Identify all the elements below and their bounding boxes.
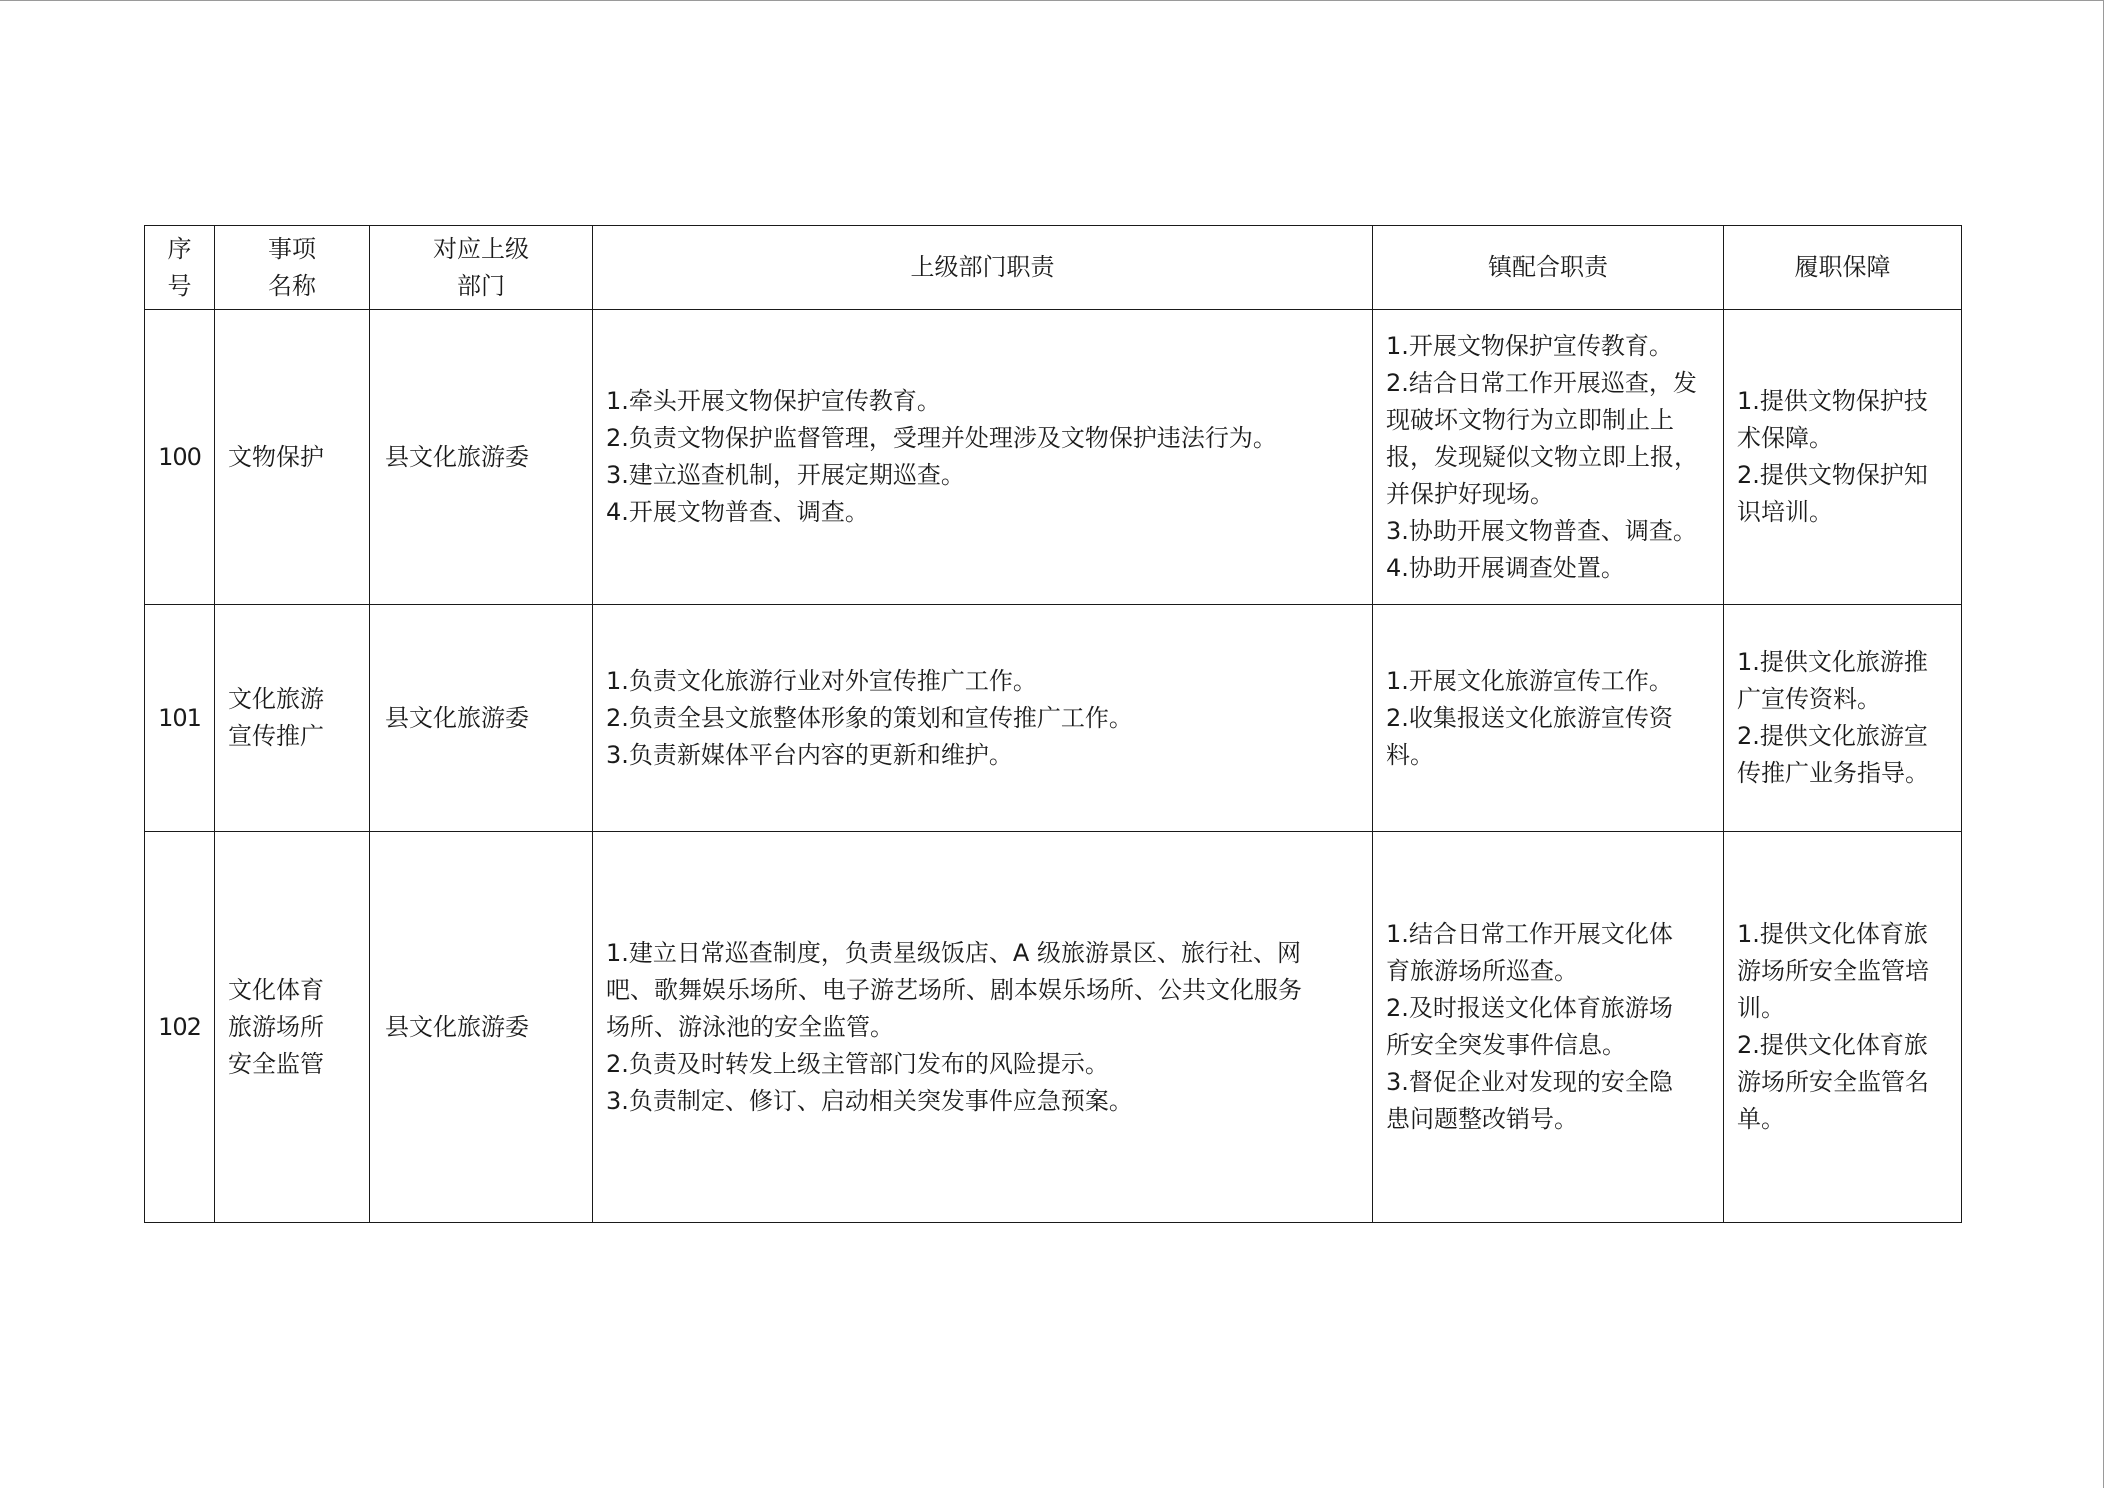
table-row: [145, 310, 1962, 605]
town-duty-line: 3.督促企业对发现的安全隐: [1386, 1068, 1673, 1096]
upper-duty-line: 3.建立巡查机制，开展定期巡查。: [606, 461, 965, 489]
town-duty-line: 1.结合日常工作开展文化体: [1386, 920, 1673, 948]
guarantee-line: 广宣传资料。: [1737, 685, 1881, 713]
row-upper-duty: [593, 605, 1373, 832]
upper-duty-line: 2.负责文物保护监督管理，受理并处理涉及文物保护违法行为。: [606, 424, 1277, 452]
table-row: [145, 832, 1962, 1223]
item-name-line: 文化旅游: [228, 685, 324, 713]
row-town-duty: [1373, 310, 1724, 605]
page-top-border: [0, 0, 2104, 1]
guarantee-line: 训。: [1737, 994, 1785, 1022]
row-item-name: [215, 605, 370, 832]
item-name-line: 文化体育: [228, 975, 324, 1004]
town-duty-line: 2.收集报送文化旅游宣传资: [1386, 703, 1673, 732]
header-upper-dept-line: 部门: [457, 271, 505, 300]
header-index-line: 序: [167, 234, 192, 263]
town-duty-line: 3.协助开展文物普查、调查。: [1386, 516, 1697, 545]
row-town-duty: [1373, 832, 1724, 1223]
guarantee-line: 1.提供文物保护技: [1737, 387, 1928, 415]
town-duty-line: 并保护好现场。: [1386, 479, 1554, 508]
guarantee-line: 2.提供文物保护知: [1737, 461, 1928, 489]
town-duty-line: 料。: [1386, 740, 1434, 769]
town-duty-line: 所安全突发事件信息。: [1386, 1031, 1626, 1059]
upper-duty-line: 2.负责及时转发上级主管部门发布的风险提示。: [606, 1049, 1109, 1078]
upper-duty-line: 2.负责全县文旅整体形象的策划和宣传推广工作。: [606, 703, 1133, 732]
guarantee-line: 传推广业务指导。: [1737, 759, 1929, 787]
town-duty-line: 2.结合日常工作开展巡查，发: [1386, 368, 1697, 397]
header-upper-duty: 上级部门职责: [593, 226, 1373, 310]
guarantee-line: 识培训。: [1737, 498, 1833, 526]
row-index: 101: [145, 605, 215, 832]
item-name-line: 文物保护: [228, 442, 324, 471]
header-index-line: 号: [167, 271, 192, 300]
town-duty-line: 1.开展文化旅游宣传工作。: [1386, 666, 1673, 695]
town-duty-line: 1.开展文物保护宣传教育。: [1386, 331, 1673, 360]
upper-duty-line: 3.负责制定、修订、启动相关突发事件应急预案。: [606, 1086, 1133, 1115]
town-duty-line: 2.及时报送文化体育旅游场: [1386, 994, 1673, 1022]
header-upper-dept-line: 对应上级: [433, 234, 529, 263]
item-name-line: 安全监管: [228, 1049, 324, 1078]
row-guarantee: [1724, 310, 1962, 605]
town-duty-line: 现破坏文物行为立即制止上: [1386, 405, 1674, 434]
town-duty-line: 患问题整改销号。: [1386, 1105, 1578, 1133]
row-upper-dept: 县文化旅游委: [370, 832, 593, 1223]
header-item-name: [215, 226, 370, 310]
header-item-name-line: 名称: [268, 271, 316, 300]
header-upper-dept: [370, 226, 593, 310]
guarantee-line: 术保障。: [1737, 424, 1833, 452]
table-header-row: [145, 226, 1962, 310]
table-body: [145, 310, 1962, 1223]
upper-duty-line: 3.负责新媒体平台内容的更新和维护。: [606, 740, 1013, 769]
duty-table: [144, 225, 1962, 1223]
upper-duty-line: 1.建立日常巡查制度，负责星级饭店、A 级旅游景区、旅行社、网: [606, 938, 1301, 967]
row-guarantee: [1724, 605, 1962, 832]
row-item-name: [215, 310, 370, 605]
guarantee-line: 1.提供文化旅游推: [1737, 648, 1928, 676]
upper-duty-line: 1.牵头开展文物保护宣传教育。: [606, 387, 941, 415]
table-row: [145, 605, 1962, 832]
header-town-duty: 镇配合职责: [1373, 226, 1724, 310]
item-name-line: 旅游场所: [228, 1012, 324, 1041]
upper-duty-line: 场所、游泳池的安全监管。: [606, 1012, 894, 1041]
town-duty-line: 育旅游场所巡查。: [1386, 957, 1578, 985]
guarantee-line: 2.提供文化旅游宣: [1737, 722, 1928, 750]
row-item-name: [215, 832, 370, 1223]
upper-duty-line: 吧、歌舞娱乐场所、电子游艺场所、剧本娱乐场所、公共文化服务: [606, 975, 1302, 1004]
row-index: 102: [145, 832, 215, 1223]
row-upper-duty: [593, 832, 1373, 1223]
row-upper-dept: 县文化旅游委: [370, 605, 593, 832]
guarantee-line: 单。: [1737, 1105, 1785, 1133]
upper-duty-line: 1.负责文化旅游行业对外宣传推广工作。: [606, 666, 1037, 695]
item-name-line: 宣传推广: [228, 722, 324, 750]
town-duty-line: 4.协助开展调查处置。: [1386, 553, 1625, 582]
row-upper-dept: 县文化旅游委: [370, 310, 593, 605]
row-index: 100: [145, 310, 215, 605]
header-index: [145, 226, 215, 310]
guarantee-line: 1.提供文化体育旅: [1737, 920, 1928, 948]
row-guarantee: [1724, 832, 1962, 1223]
town-duty-line: 报，发现疑似文物立即上报，: [1386, 442, 1698, 471]
guarantee-line: 游场所安全监管名: [1737, 1068, 1929, 1096]
upper-duty-line: 4.开展文物普查、调查。: [606, 498, 869, 526]
guarantee-line: 2.提供文化体育旅: [1737, 1031, 1928, 1059]
guarantee-line: 游场所安全监管培: [1737, 957, 1929, 985]
row-upper-duty: [593, 310, 1373, 605]
header-guarantee: 履职保障: [1724, 226, 1962, 310]
row-town-duty: [1373, 605, 1724, 832]
header-item-name-line: 事项: [268, 234, 316, 263]
